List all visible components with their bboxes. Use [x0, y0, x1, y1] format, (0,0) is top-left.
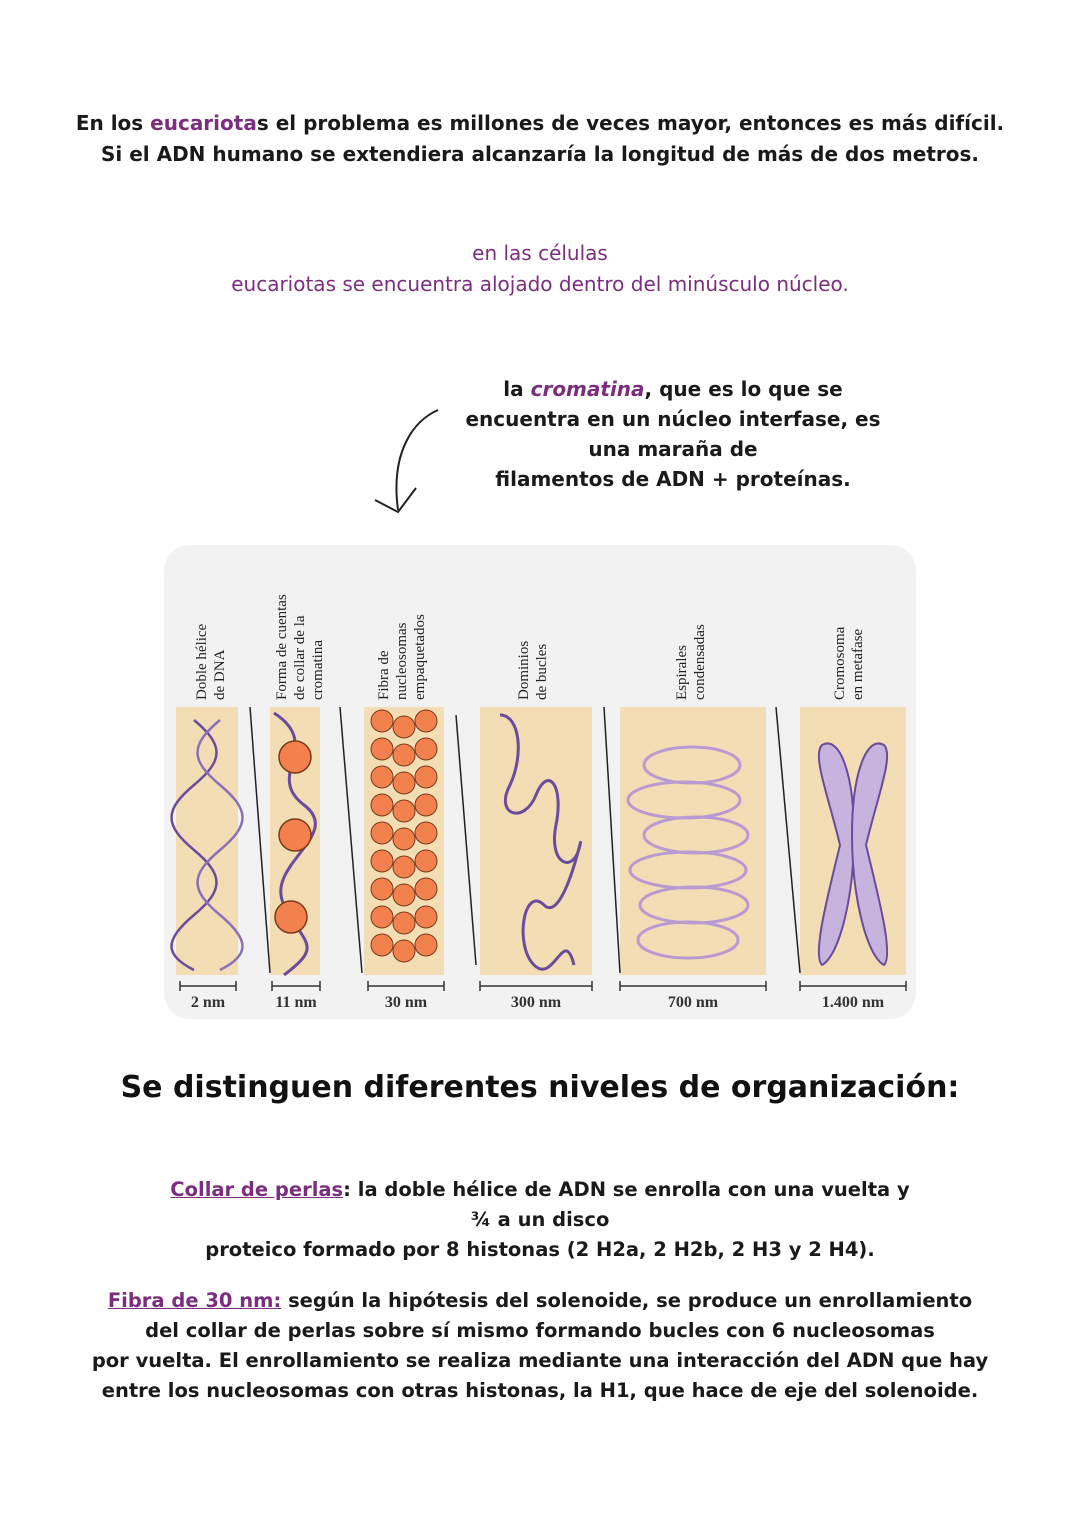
intro-line-1 — [0, 108, 1080, 139]
location-line-1: en las células — [472, 241, 608, 265]
panel-bg-loops — [480, 707, 592, 975]
intro-suffix: s el problema es millones de veces mayor, entonces es más difícil. — [256, 111, 1005, 135]
fibra-paragraph — [0, 1286, 1080, 1406]
collar-paragraph — [0, 1175, 1080, 1265]
label-chromosome-2: en metafase — [850, 628, 866, 700]
collar-line-2: ¾ a un disco — [470, 1208, 610, 1231]
scale-1400nm: 1.400 nm — [821, 994, 885, 1011]
label-beads-2: de collar de la — [292, 615, 308, 700]
scale-11nm: 11 nm — [275, 994, 317, 1011]
label-dna-1: Doble hélice — [194, 623, 210, 700]
label-beads-3: cromatina — [310, 640, 326, 700]
cromatina-term: cromatina — [530, 377, 645, 401]
label-chromosome-1: Cromosoma — [832, 626, 848, 700]
chromatin-prefix: la — [503, 377, 531, 401]
fibra-line-3: por vuelta. El enrollamiento se realiza mediante una interacción del ADN que hay — [91, 1349, 989, 1372]
chromatin-paragraph — [408, 374, 938, 494]
chromatin-line-1 — [408, 374, 938, 404]
eucariota-term: eucariota — [150, 111, 257, 135]
chromatin-levels-figure — [164, 545, 916, 1019]
label-dna-2: de DNA — [212, 649, 228, 700]
label-fiber-3: empaquetados — [412, 614, 428, 700]
collar-line-1 — [0, 1175, 1080, 1205]
intro-prefix: En los — [75, 111, 151, 135]
label-beads-1: Forma de cuentas — [274, 594, 290, 700]
fibra-term: Fibra de 30 nm: — [107, 1289, 282, 1312]
label-fiber-2: nucleosomas — [394, 622, 410, 700]
label-spirals-2: condensadas — [692, 624, 708, 700]
hand-drawn-arrow-icon — [360, 400, 460, 520]
fibra-line-4: entre los nucleosomas con otras histonas, la H1, que hace de eje del solenoide. — [101, 1379, 979, 1402]
collar-line-3: proteico formado por 8 histonas (2 H2a, 2 H2b, 2 H3 y 2 H4). — [205, 1238, 875, 1261]
chromatin-line-4: filamentos de ADN + proteínas. — [495, 467, 851, 491]
label-loops-1: Dominios — [516, 640, 532, 700]
section-heading: Se distinguen diferentes niveles de organización: — [120, 1070, 960, 1105]
intro-paragraph — [0, 108, 1080, 170]
collar-text-1: : la doble hélice de ADN se enrolla con una vuelta y — [343, 1178, 910, 1201]
label-fiber-1: Fibra de — [376, 650, 392, 700]
fibra-line-2: del collar de perlas sobre sí mismo formando bucles con 6 nucleosomas — [145, 1319, 935, 1342]
fibra-text-1: según la hipótesis del solenoide, se produce un enrollamiento — [281, 1289, 973, 1312]
fiber-30nm-icon — [371, 710, 437, 962]
collar-term: Collar de perlas — [170, 1178, 344, 1201]
scale-700nm: 700 nm — [667, 994, 719, 1011]
chromatin-suffix: , que es lo que se — [644, 377, 843, 401]
scale-30nm: 30 nm — [384, 994, 428, 1011]
chromatin-line-2: encuentra en un núcleo interfase, es — [465, 407, 881, 431]
scale-300nm: 300 nm — [510, 994, 562, 1011]
label-spirals-1: Espirales — [674, 645, 690, 700]
fibra-line-1 — [0, 1286, 1080, 1316]
location-paragraph — [0, 238, 1080, 300]
scale-2nm: 2 nm — [190, 994, 226, 1011]
label-loops-2: de bucles — [534, 643, 550, 700]
intro-line-2: Si el ADN humano se extendiera alcanzaría la longitud de más de dos metros. — [101, 142, 979, 166]
chromatin-line-3: una maraña de — [588, 437, 758, 461]
location-line-2: eucariotas se encuentra alojado dentro del minúsculo núcleo. — [231, 272, 849, 296]
